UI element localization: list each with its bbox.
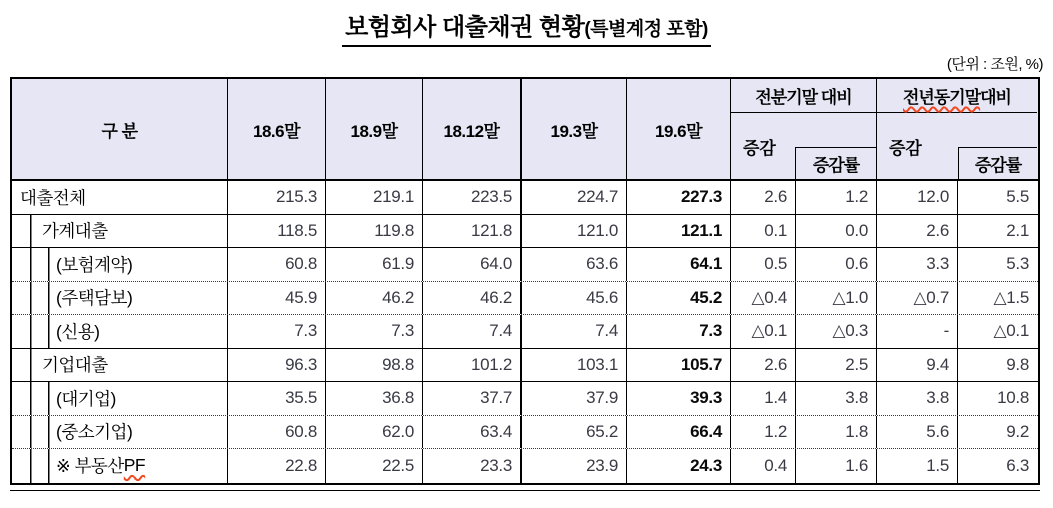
value-cell: △0.3: [796, 315, 877, 348]
value-cell: 121.0: [520, 215, 627, 248]
header-period-18-6: 18.6말: [228, 79, 326, 179]
table-row-household: [12, 215, 1038, 249]
value-cell: 24.3: [627, 449, 731, 483]
value-cell: 105.7: [627, 349, 731, 382]
value-cell: 2.6: [731, 349, 796, 382]
row-label: [12, 282, 228, 315]
row-label: [12, 349, 228, 382]
header-group-yoy: [877, 79, 1037, 179]
value-cell: 96.3: [228, 349, 326, 382]
value-cell: 7.3: [326, 315, 423, 348]
value-cell: 219.1: [326, 181, 423, 214]
value-cell: 121.1: [627, 215, 731, 248]
row-label: [12, 416, 228, 449]
value-cell: 46.2: [480, 287, 512, 307]
table-row-mortgage: [12, 282, 1038, 316]
value-cell: 2.1: [1006, 220, 1029, 240]
table-row-corporate: [12, 349, 1038, 383]
value-cell: 1.2: [796, 181, 877, 214]
row-label-text: (보험계약): [56, 254, 133, 275]
header-period-18-9: 18.9말: [326, 79, 423, 179]
row-label: [12, 449, 228, 483]
row-label-text: ※ 부동산: [56, 456, 124, 477]
value-cell: 65.2: [520, 416, 627, 449]
value-cell: 5.3: [1006, 254, 1029, 274]
value-cell: 7.3: [228, 315, 326, 348]
value-cell: 0.6: [796, 248, 877, 281]
value-cell: 103.1: [520, 349, 627, 382]
value-cell: 6.3: [1006, 455, 1029, 475]
value-cell: 45.2: [627, 282, 731, 315]
header-yoy-title: [877, 79, 1037, 113]
row-label: [12, 215, 228, 248]
value-cell: 60.8: [228, 416, 326, 449]
value-cell: 66.4: [627, 416, 731, 449]
value-cell: 46.2: [326, 282, 423, 315]
value-cell: 9.8: [1006, 354, 1029, 374]
row-label: [12, 248, 228, 281]
table-row-insurance-contract: [12, 248, 1038, 282]
value-cell: -: [877, 315, 958, 348]
row-label-text: (중소기업): [56, 422, 133, 443]
value-cell: 121.8: [470, 220, 512, 240]
value-cell: 9.4: [877, 349, 958, 382]
value-cell: 45.6: [520, 282, 627, 315]
value-cell: 3.8: [877, 382, 958, 415]
document-title: [0, 7, 1053, 47]
value-cell: 1.4: [731, 382, 796, 415]
table-row-real-estate-pf: [12, 449, 1038, 483]
value-cell: 45.9: [228, 282, 326, 315]
value-cell: 9.2: [1006, 421, 1029, 441]
value-cell: 37.7: [480, 388, 512, 408]
title-paren-text: (특별계정 포함): [584, 19, 708, 40]
row-label-text: (신용): [56, 321, 100, 342]
row-label-text: 가계대출: [42, 221, 108, 242]
value-cell: 119.8: [326, 215, 423, 248]
value-cell: △0.1: [731, 315, 796, 348]
value-cell: △0.7: [877, 282, 958, 315]
value-cell: 7.3: [627, 315, 731, 348]
title-underline: [342, 7, 711, 47]
value-cell: 0.1: [731, 215, 796, 248]
row-label-text: 대출전체: [20, 187, 86, 208]
table-bottom-rule: [10, 490, 1040, 491]
value-cell: 101.2: [470, 354, 512, 374]
value-cell: 2.6: [731, 181, 796, 214]
row-label-text: (주택담보): [56, 288, 133, 309]
value-cell: 2.6: [877, 215, 958, 248]
row-label: [12, 181, 228, 214]
value-cell: 7.4: [520, 315, 627, 348]
row-label-text: 기업대출: [42, 355, 108, 376]
value-cell: 22.8: [228, 449, 326, 483]
title-main-text: 보험회사 대출채권 현황: [345, 14, 585, 41]
row-label-pf-text: PF: [123, 455, 146, 476]
table-row-credit: [12, 315, 1038, 349]
value-cell: 215.3: [228, 181, 326, 214]
value-cell: 3.8: [796, 382, 877, 415]
value-cell: 10.8: [997, 388, 1029, 408]
value-cell: 224.7: [520, 181, 627, 214]
header-qoq-sub: [731, 113, 876, 179]
value-cell: 39.3: [627, 382, 731, 415]
value-cell: 223.5: [470, 187, 512, 207]
value-cell: 64.0: [480, 254, 512, 274]
value-cell: 98.8: [326, 349, 423, 382]
unit-note: (단위 : 조원, %): [946, 56, 1043, 73]
value-cell: 36.8: [326, 382, 423, 415]
value-cell: 35.5: [228, 382, 326, 415]
table-row-large-corp: [12, 382, 1038, 416]
header-yoy-change: 증감: [889, 138, 922, 158]
value-cell: 0.5: [731, 248, 796, 281]
row-label-text: (대기업): [56, 388, 116, 409]
header-period-19-6: 19.6말: [627, 79, 731, 179]
value-cell: 7.4: [489, 321, 512, 341]
value-cell: △1.0: [796, 282, 877, 315]
header-qoq-title: 전분기말 대비: [731, 79, 876, 113]
value-cell: 1.5: [877, 449, 958, 483]
value-cell: 63.6: [520, 248, 627, 281]
table-row-sme: [12, 416, 1038, 450]
header-period-18-12: 18.12말: [443, 121, 500, 141]
value-cell: 0.4: [731, 449, 796, 483]
table-header-row: [12, 79, 1038, 181]
row-label: [12, 382, 228, 415]
value-cell: 227.3: [627, 181, 731, 214]
header-group-qoq: [731, 79, 877, 179]
value-cell: 5.6: [877, 416, 958, 449]
header-qoq-change: 증감: [743, 138, 776, 158]
row-label: [12, 315, 228, 348]
value-cell: 1.8: [796, 416, 877, 449]
header-yoy-title-word: 전년동기말: [903, 88, 981, 107]
value-cell: 1.2: [731, 416, 796, 449]
value-cell: 0.0: [796, 215, 877, 248]
value-cell: △1.5: [993, 287, 1029, 307]
loan-status-table: [10, 77, 1040, 485]
value-cell: △0.1: [993, 321, 1029, 341]
value-cell: 2.5: [796, 349, 877, 382]
value-cell: 1.6: [796, 449, 877, 483]
header-period-19-3: 19.3말: [520, 79, 627, 179]
value-cell: 118.5: [228, 215, 326, 248]
value-cell: 61.9: [326, 248, 423, 281]
value-cell: 62.0: [326, 416, 423, 449]
header-yoy-rate: 증감률: [958, 147, 1037, 179]
header-category: 구 분: [12, 79, 228, 179]
value-cell: 23.9: [520, 449, 627, 483]
value-cell: △0.4: [731, 282, 796, 315]
header-yoy-sub: [877, 113, 1037, 179]
value-cell: 12.0: [877, 181, 958, 214]
value-cell: 23.3: [480, 455, 512, 475]
header-qoq-rate: 증감률: [795, 147, 876, 179]
value-cell: 60.8: [228, 248, 326, 281]
value-cell: 22.5: [326, 449, 423, 483]
value-cell: 64.1: [627, 248, 731, 281]
value-cell: 5.5: [1006, 187, 1029, 207]
value-cell: 63.4: [480, 421, 512, 441]
table-row-total: [12, 181, 1038, 215]
header-yoy-title-rest: 대비: [980, 88, 1011, 107]
value-cell: 37.9: [520, 382, 627, 415]
value-cell: 3.3: [877, 248, 958, 281]
